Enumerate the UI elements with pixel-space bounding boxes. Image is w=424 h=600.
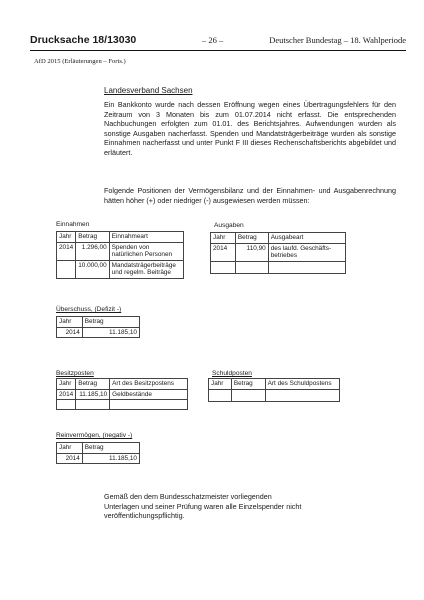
table-cell: Spenden von natürlichen Personen (109, 242, 183, 260)
table-row (57, 242, 184, 260)
table-cell: Geldbestände (110, 389, 188, 400)
ausgaben-table (210, 232, 346, 274)
table-cell: Mandatsträgerbeiträge und regelm. Beiträge (109, 260, 183, 278)
table-header-row (209, 379, 340, 390)
column-header: Jahr (209, 379, 232, 390)
footer-text: Gemäß den dem Bundesschatzmeister vorliegenden Unterlagen und seiner Prüfung waren alle Einzelspender nicht veröffentlichungspflichtig. (104, 492, 302, 521)
column-header: Betrag (231, 379, 265, 390)
column-header: Jahr (57, 232, 76, 243)
table-cell (231, 389, 265, 401)
column-header: Betrag (82, 317, 139, 328)
table-cell: 1.296,00 (76, 242, 109, 260)
table-header-row (57, 443, 140, 454)
table-row (57, 400, 188, 410)
schuldposten-caption: Schuldposten (212, 370, 252, 377)
table-row (211, 243, 346, 261)
table-cell (268, 261, 345, 273)
column-header: Betrag (235, 233, 268, 244)
table-row (57, 453, 140, 464)
table-row (211, 261, 346, 273)
paragraph-2: Folgende Positionen der Vermögensbilanz und der Einnahmen- und Ausgabenrechnung hätten höher (+) oder niedriger (-) ausgewiesen werden müssen: (104, 186, 396, 205)
table-row (57, 260, 184, 278)
reinvermoegen-caption: Reinvermögen, (negativ -) (56, 432, 133, 439)
table-header-row (57, 317, 140, 328)
table-row (57, 389, 188, 400)
besitzposten-caption: Besitzposten (56, 370, 94, 377)
column-header: Betrag (76, 232, 109, 243)
table-cell (265, 389, 339, 401)
table-header-row (211, 233, 346, 244)
section-title: Landesverband Sachsen (104, 86, 193, 95)
column-header: Einnahmeart (109, 232, 183, 243)
column-header: Jahr (57, 317, 83, 328)
reinvermoegen-table (56, 442, 140, 464)
table-row (57, 327, 140, 338)
table-cell: 10.000,00 (76, 260, 109, 278)
table-cell: 2014 (57, 242, 76, 260)
column-header: Betrag (76, 379, 110, 390)
table-cell (209, 389, 232, 401)
column-header: Ausgabeart (268, 233, 345, 244)
table-cell: 11.185,10 (82, 453, 139, 464)
ueberschuss-table (56, 316, 140, 338)
einnahmen-caption: Einnahmen (56, 221, 90, 228)
table-cell (211, 261, 236, 273)
publisher: Deutscher Bundestag – 18. Wahlperiode (269, 35, 406, 45)
schuldposten-table (208, 378, 340, 402)
subheader: AfD 2015 (Erläuterungen – Forts.) (34, 58, 126, 65)
paragraph-1: Ein Bankkonto wurde nach dessen Eröffnung wegen eines Übertragungsfehlers für den Zeitraum von 3 Monaten bis zum 01.07.2014 nicht erfasst. Die entsprechenden Nachbuchungen erfolgten zum 01.01. des Berichtsjahres. Aufwendungen wurden als sonstige Ausgaben nacherfasst. Spenden und Mandatsträgerbeiträge wurden als sonstige Einnahmen nacherfasst und unter Punkt F III dieses Rechenschaftsberichts abgebildet und erläutert. (104, 100, 396, 157)
document-number-prefix: Drucksache 18/ (30, 34, 108, 46)
column-header: Jahr (57, 443, 83, 454)
table-cell: des laufd. Geschäfts-betriebes (268, 243, 345, 261)
table-cell: 11.185,10 (76, 389, 110, 400)
table-header-row (57, 379, 188, 390)
table-cell: 2014 (211, 243, 236, 261)
column-header: Art des Schuldpostens (265, 379, 339, 390)
table-cell: 110,90 (235, 243, 268, 261)
column-header: Jahr (211, 233, 236, 244)
table-cell: 2014 (57, 327, 83, 338)
table-row (209, 389, 340, 401)
besitzposten-table (56, 378, 188, 410)
table-cell (57, 260, 76, 278)
ausgaben-caption: Ausgaben (214, 222, 244, 229)
document-number-value: 13030 (107, 34, 137, 46)
column-header: Jahr (57, 379, 76, 390)
column-header: Betrag (82, 443, 139, 454)
table-cell (235, 261, 268, 273)
table-cell (110, 400, 188, 410)
column-header: Art des Besitzpostens (110, 379, 188, 390)
table-cell (57, 400, 76, 410)
ueberschuss-caption: Überschuss, (Defizit -) (56, 306, 122, 313)
table-cell: 2014 (57, 389, 76, 400)
page-number: – 26 – (202, 35, 224, 45)
table-header-row (57, 232, 184, 243)
document-number (30, 34, 136, 46)
einnahmen-table (56, 231, 184, 279)
table-cell: 11.185,10 (82, 327, 139, 338)
table-cell (76, 400, 110, 410)
table-cell: 2014 (57, 453, 83, 464)
page-header (30, 34, 406, 51)
